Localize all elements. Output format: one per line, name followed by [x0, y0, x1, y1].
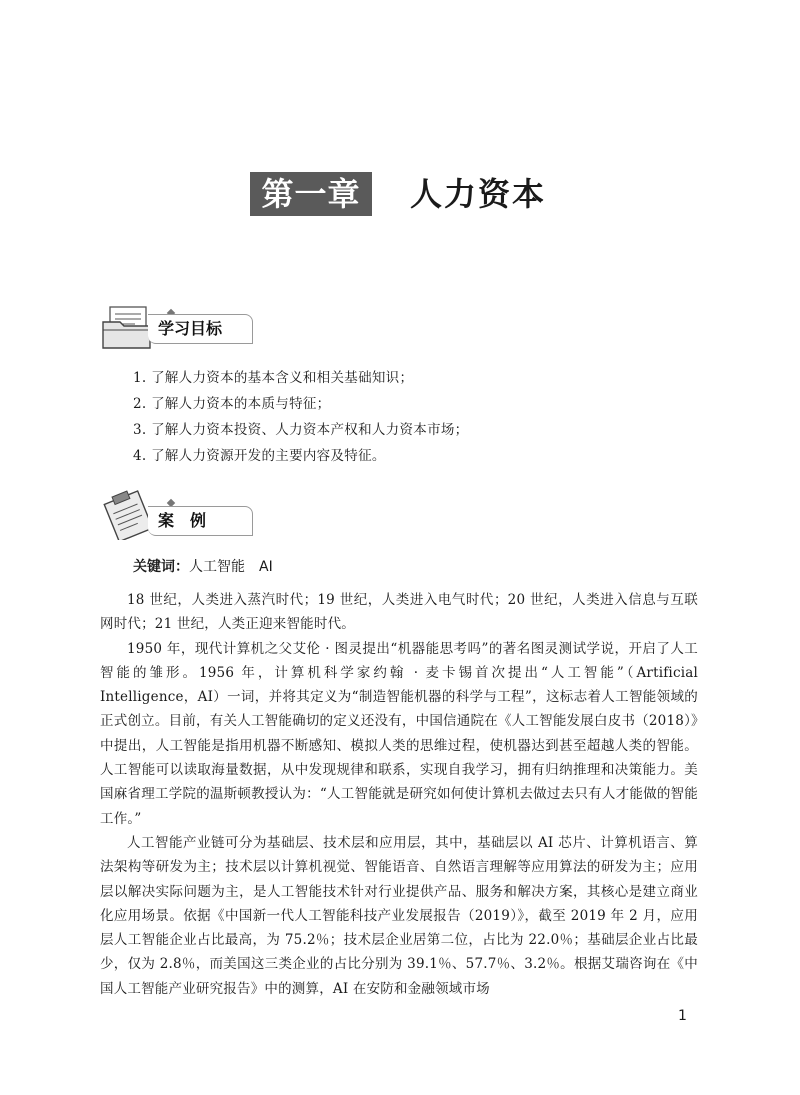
chapter-number-badge: 第一章	[250, 172, 372, 216]
chapter-title: 人力资本	[410, 175, 547, 213]
learning-goals-heading: 学习目标	[148, 314, 253, 344]
learning-goal-item: 4. 了解人力资源开发的主要内容及特征。	[133, 448, 386, 464]
keywords-label: 关键词：	[133, 559, 189, 575]
keywords-value: 人工智能 AI	[189, 559, 273, 575]
case-heading: 案 例	[148, 506, 253, 536]
case-paragraph: 人工智能产业链可分为基础层、技术层和应用层，其中，基础层以 AI 芯片、计算机语言、算法架构等研发为主；技术层以计算机视觉、智能语音、自然语言理解等应用算法的研发为主；应用层以解决实际问题为主，是人工智能技术针对行业提供产品、服务和解决方案，其核心是建立商业化应用场景。依据《中国新一代人工智能科技产业发展报告（2019）》，截至 2019 年 2 月，应用层人工智能企业占比最高，为 75.2％；技术层企业居第二位，占比为 22.0％；基础层企业占比最少，仅为 2.8％，而美国这三类企业的占比分别为 39.1％、57.7％、3.2％。根据艾瑞咨询在《中国人工智能产业研究报告》中的测算，AI 在安防和金融领域市场	[100, 834, 698, 997]
case-paragraph: 1950 年，现代计算机之父艾伦 · 图灵提出“机器能思考吗”的著名图灵测试学说，开启了人工智能的雏形。1956 年，计算机科学家约翰 · 麦卡锡首次提出“人工智能”（Artificial Intelligence，AI）一词，并将其定义为“制造智能机器的科学与工程”，这标志着人工智能领域的正式创立。目前，有关人工智能确切的定义还没有，中国信通院在《人工智能发展白皮书（2018）》中提出，人工智能是指用机器不断感知、模拟人类的思维过程，使机器达到甚至超越人类的智能。人工智能可以读取海量数据，从中发现规律和联系，实现自我学习，拥有归纳推理和决策能力。美国麻省理工学院的温斯顿教授认为：“人工智能就是研究如何使计算机去做过去只有人才能做的智能工作。”	[100, 640, 698, 827]
learning-goals-list	[133, 365, 468, 469]
page-number: 1	[678, 1008, 687, 1024]
case-body	[100, 588, 698, 1001]
case-paragraph: 18 世纪，人类进入蒸汽时代；19 世纪，人类进入电气时代；20 世纪，人类进入信息与互联网时代；21 世纪，人类正迎来智能时代。	[100, 592, 698, 633]
learning-goal-item: 3. 了解人力资本投资、人力资本产权和人力资本市场；	[133, 422, 469, 438]
learning-goal-item: 2. 了解人力资本的本质与特征；	[133, 396, 331, 412]
keywords-line	[133, 556, 273, 578]
learning-goal-item: 1. 了解人力资本的基本含义和相关基础知识；	[133, 370, 414, 386]
